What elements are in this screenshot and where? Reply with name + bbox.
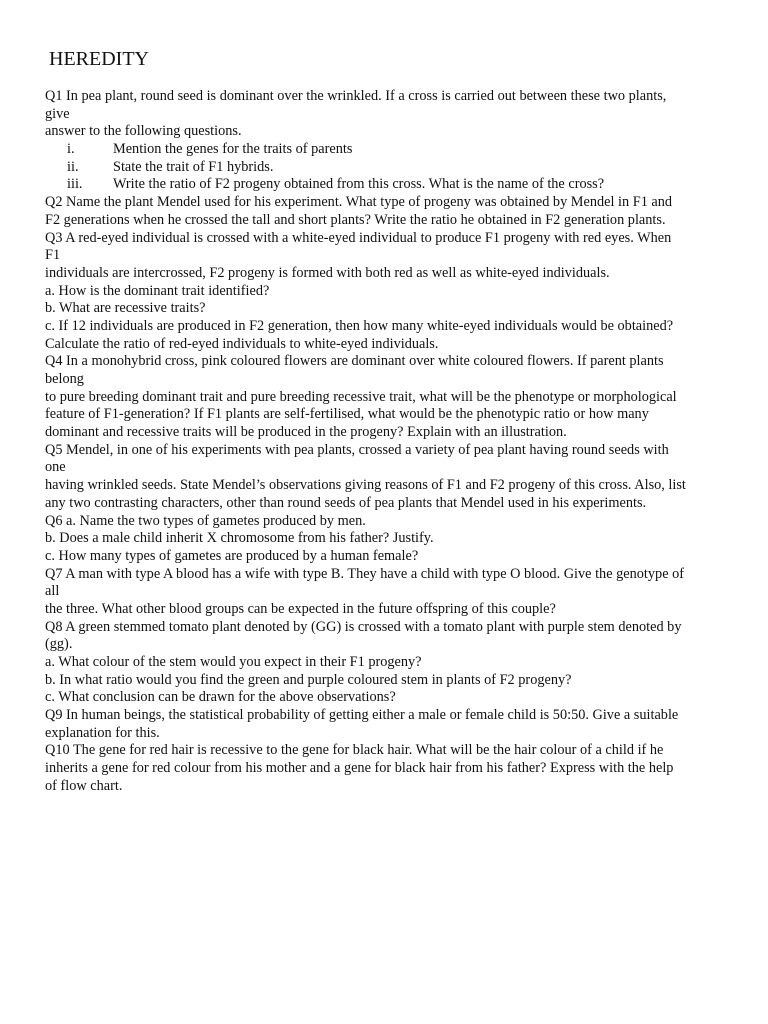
text-line: b. Does a male child inherit X chromosome from his father? Justify. <box>45 530 434 547</box>
text-line: Q10 The gene for red hair is recessive to the gene for black hair. What will be the hair colour of a child if he <box>45 742 664 759</box>
text-line: Q7 A man with type A blood has a wife with type B. They have a child with type O blood. Give the genotype of <box>45 565 685 582</box>
subitem-text: State the trait of F1 hybrids. <box>113 158 274 175</box>
question-list <box>45 88 725 796</box>
text-line: Q1 In pea plant, round seed is dominant over the wrinkled. If a cross is carried out between these two plants, <box>45 88 667 104</box>
subitem-text: Mention the genes for the traits of parents <box>113 141 353 158</box>
text-line: having wrinkled seeds. State Mendel’s observations giving reasons of F1 and F2 progeny of this cross. Also, list <box>45 477 686 494</box>
text-line: Q5 Mendel, in one of his experiments with pea plants, crossed a variety of pea plant having round seeds with <box>45 441 669 458</box>
text-line: c. What conclusion can be drawn for the above observations? <box>45 689 396 706</box>
text-line: give <box>45 105 70 122</box>
text-line: b. What are recessive traits? <box>45 300 206 317</box>
text-line: feature of F1-generation? If F1 plants are self-fertilised, what would be the phenotypic ratio or how many <box>45 406 649 423</box>
text-line: Calculate the ratio of red-eyed individuals to white-eyed individuals. <box>45 335 439 352</box>
page-title: HEREDITY <box>49 48 149 70</box>
text-line: Q4 In a monohybrid cross, pink coloured flowers are dominant over white coloured flowers. If parent plants <box>45 353 664 370</box>
text-line: F1 <box>45 247 61 264</box>
text-line: Q3 A red-eyed individual is crossed with a white-eyed individual to produce F1 progeny with red eyes. When <box>45 229 672 246</box>
text-line: Q2 Name the plant Mendel used for his experiment. What type of progeny was obtained by Mendel in F1 and <box>45 194 673 211</box>
text-line: all <box>45 583 60 600</box>
text-line: Q6 a. Name the two types of gametes produced by men. <box>45 512 366 529</box>
text-line: dominant and recessive traits will be produced in the progeny? Explain with an illustration. <box>45 424 567 441</box>
text-line: Q8 A green stemmed tomato plant denoted by (GG) is crossed with a tomato plant with purple stem denoted by <box>45 618 682 635</box>
text-line: individuals are intercrossed, F2 progeny is formed with both red as well as white-eyed individuals. <box>45 264 610 281</box>
text-line: b. In what ratio would you find the green and purple coloured stem in plants of F2 progeny? <box>45 671 572 688</box>
q1-subitem <box>45 159 725 177</box>
q1-subitem <box>45 141 725 159</box>
text-line: the three. What other blood groups can be expected in the future offspring of this couple? <box>45 600 556 617</box>
subitem-number: ii. <box>67 158 79 175</box>
text-line: belong <box>45 371 84 387</box>
text-line: one <box>45 459 66 476</box>
text-line: F2 generations when he crossed the tall and short plants? Write the ratio he obtained in F2 generation plants. <box>45 211 666 228</box>
subitem-text: Write the ratio of F2 progeny obtained from this cross. What is the name of the cross? <box>113 176 605 193</box>
text-line: a. How is the dominant trait identified? <box>45 282 270 299</box>
text-line: of flow chart. <box>45 777 123 794</box>
text-line: inherits a gene for red colour from his mother and a gene for black hair from his father? Express with the help <box>45 760 674 777</box>
text-line: to pure breeding dominant trait and pure breeding recessive trait, what will be the phenotype or morphological <box>45 388 677 405</box>
subitem-number: i. <box>67 141 75 158</box>
q1-subitem <box>45 176 725 194</box>
text-line: explanation for this. <box>45 724 160 741</box>
text-line: answer to the following questions. <box>45 123 242 140</box>
text-line: a. What colour of the stem would you expect in their F1 progeny? <box>45 654 422 670</box>
text-line: Q9 In human beings, the statistical probability of getting either a male or female child is 50:50. Give a suitable <box>45 707 679 724</box>
subitem-number: iii. <box>67 176 83 193</box>
text-line: c. How many types of gametes are produced by a human female? <box>45 547 419 564</box>
text-line: any two contrasting characters, other than round seeds of pea plants that Mendel used in his experiments. <box>45 494 647 511</box>
text-line: c. If 12 individuals are produced in F2 generation, then how many white-eyed individuals would be obtained? <box>45 317 674 334</box>
text-line: (gg). <box>45 636 73 653</box>
